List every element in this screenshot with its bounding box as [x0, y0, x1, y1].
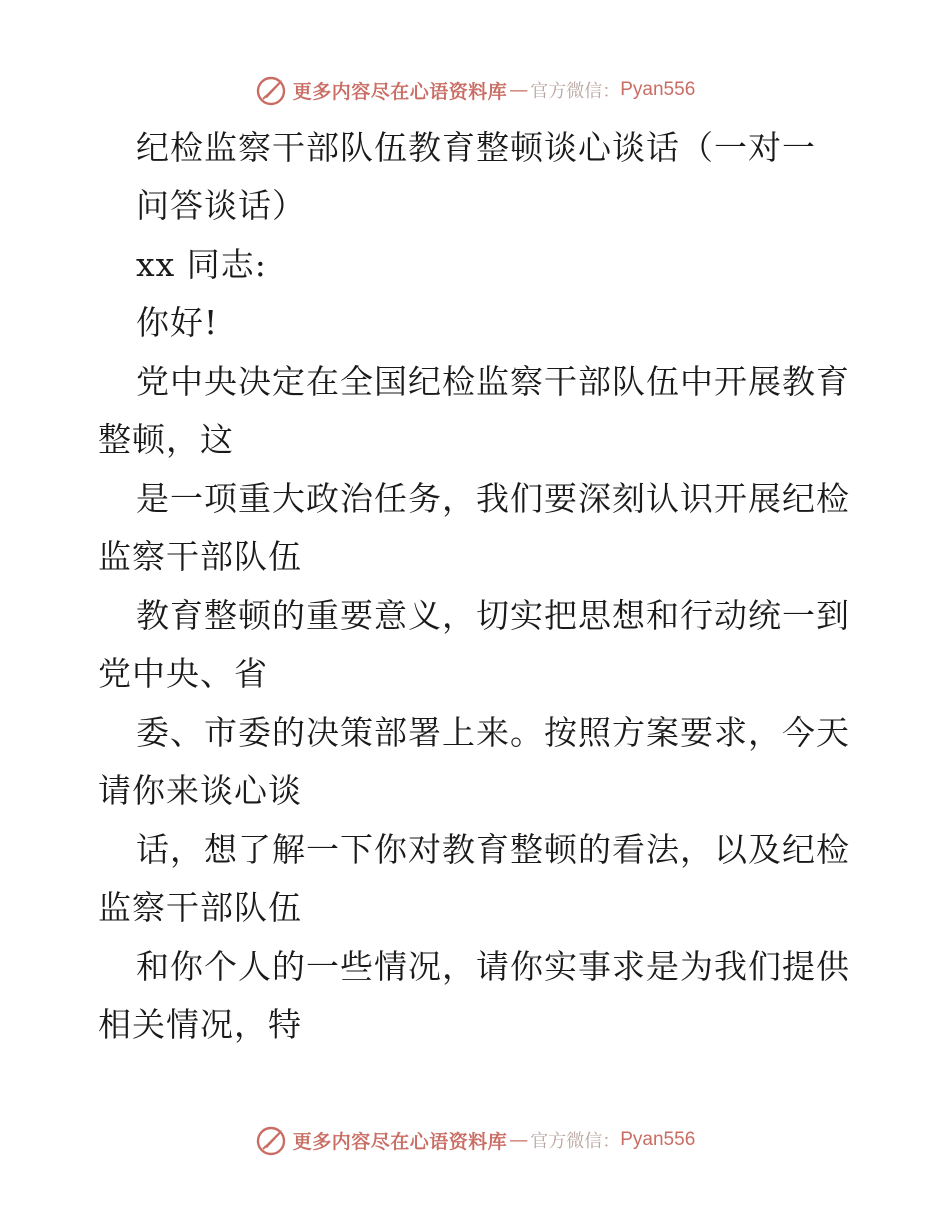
watermark-dash: — — [509, 1129, 529, 1151]
footer-watermark — [0, 1120, 950, 1160]
watermark-dash: — — [509, 79, 529, 101]
body-line: 是一项重大政治任务，我们要深刻认识开展纪检 — [136, 479, 850, 518]
watermark-wechat-id: Pyan556 — [620, 1129, 696, 1150]
quill-pen-icon — [255, 1123, 289, 1157]
quill-pen-icon — [255, 73, 289, 107]
body-line: 话，想了解一下你对教育整顿的看法，以及纪检 — [136, 830, 850, 869]
body-line: 监察干部队伍 — [98, 888, 302, 927]
body-line: 请你来谈心谈 — [98, 771, 302, 810]
body-line: 党中央决定在全国纪检监察干部队伍中开展教育 — [136, 362, 850, 401]
title-line-2: 问答谈话） — [136, 186, 306, 225]
body-line: 和你个人的一些情况，请你实事求是为我们提供 — [136, 947, 850, 986]
watermark-wechat-id: Pyan556 — [620, 79, 696, 100]
header-watermark — [0, 70, 950, 110]
watermark-text: 更多内容尽在心语资料库 — [292, 80, 508, 103]
greeting: 你好! — [136, 303, 219, 342]
body-line: 教育整顿的重要意义，切实把思想和行动统一到 — [136, 596, 850, 635]
watermark-wechat-label: 官方微信： — [530, 1131, 621, 1152]
body-line: 相关情况，特 — [98, 1005, 302, 1044]
body-line: 党中央、省 — [98, 654, 268, 693]
watermark-wechat-label: 官方微信： — [530, 81, 621, 102]
salutation: xx 同志: — [136, 245, 267, 284]
body-line: 监察干部队伍 — [98, 537, 302, 576]
body-line: 整顿，这 — [98, 420, 234, 459]
title-line-1: 纪检监察干部队伍教育整顿谈心谈话（一对一 — [136, 128, 816, 167]
watermark-text: 更多内容尽在心语资料库 — [292, 1130, 508, 1153]
body-line: 委、市委的决策部署上来。按照方案要求，今天 — [136, 713, 850, 752]
